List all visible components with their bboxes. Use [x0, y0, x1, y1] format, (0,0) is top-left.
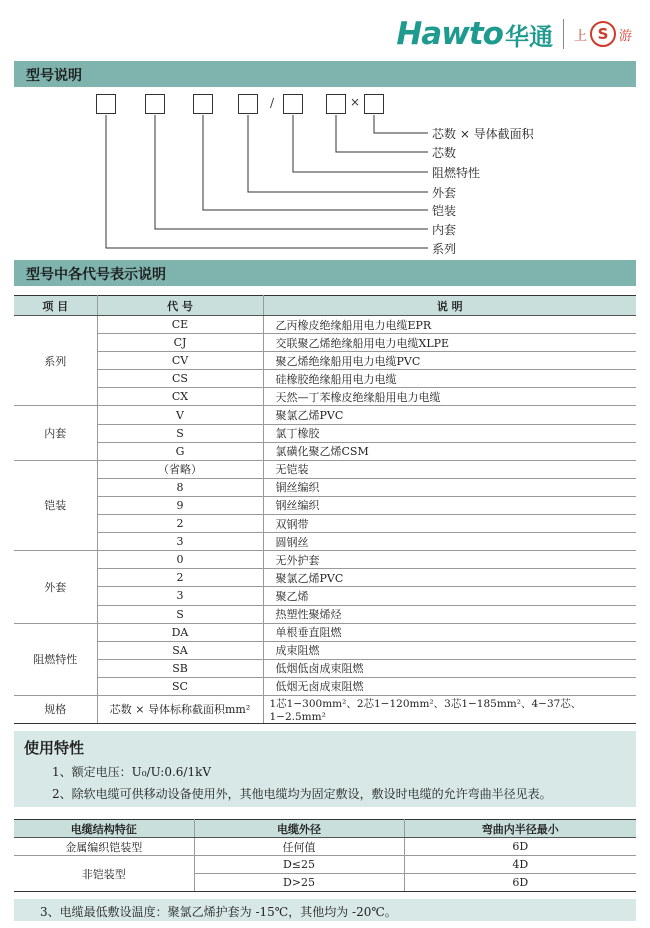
code-cell: CV — [97, 352, 263, 370]
code-cell: S — [97, 424, 263, 442]
group-label: 规格 — [14, 695, 97, 723]
desc-cell: 铜丝编织 — [263, 478, 636, 496]
desc-cell: 成束阻燃 — [263, 641, 636, 659]
desc-cell: 钢丝编织 — [263, 496, 636, 514]
table-row — [14, 496, 636, 514]
desc-cell: 无外护套 — [263, 551, 636, 569]
table-row — [14, 478, 636, 496]
code-box-outer-sheath — [238, 94, 258, 114]
diameter-cell: D≤25 — [194, 856, 404, 874]
diameter-cell: D>25 — [194, 874, 404, 892]
label-inner: 内套 — [432, 223, 457, 237]
table-row — [14, 334, 636, 352]
brand-logo — [396, 14, 632, 54]
table-row — [14, 406, 636, 424]
table-row — [14, 677, 636, 695]
sub-brand-left: 上 — [573, 28, 587, 44]
slash-symbol: / — [270, 96, 275, 110]
section-title: 型号说明 — [26, 68, 82, 84]
table-row — [14, 424, 636, 442]
code-cell: 3 — [97, 587, 263, 605]
code-cell: 芯数 × 导体标称截面积mm² — [97, 695, 263, 723]
model-diagram — [0, 88, 650, 258]
section-header-model — [14, 61, 636, 87]
table-row — [14, 856, 636, 874]
radius-cell: 4D — [404, 856, 636, 874]
col-header-diameter: 电缆外径 — [194, 820, 404, 838]
label-cores: 芯数 — [432, 146, 457, 160]
col-header-code: 代 号 — [97, 296, 263, 316]
desc-cell: 聚乙烯 — [263, 587, 636, 605]
code-cell: CJ — [97, 334, 263, 352]
code-cell: 9 — [97, 496, 263, 514]
structure-cell: 金属编织铠装型 — [14, 838, 194, 856]
code-box-flame — [283, 94, 303, 114]
table-row — [14, 641, 636, 659]
group-label: 外套 — [14, 551, 97, 623]
desc-cell: 氯丁橡胶 — [263, 424, 636, 442]
label-cores-section: 芯数 × 导体截面积 — [432, 127, 534, 141]
table-row — [14, 370, 636, 388]
desc-cell: 氯磺化聚乙烯CSM — [263, 442, 636, 460]
usage-line-install: 2、除软电缆可供移动设备使用外，其他电缆均为固定敷设，敷设时电缆的允许弯曲半径见表。 — [52, 787, 552, 801]
table-header-row — [14, 296, 636, 316]
table-row — [14, 352, 636, 370]
table-row-spec — [14, 695, 636, 723]
table-row — [14, 460, 636, 478]
table-row — [14, 442, 636, 460]
table-row — [14, 587, 636, 605]
code-cell: CE — [97, 316, 263, 334]
label-flame: 阻燃特性 — [432, 166, 481, 180]
structure-cell: 非铠装型 — [14, 856, 194, 892]
code-cell: DA — [97, 623, 263, 641]
col-header-radius: 弯曲内半径最小 — [404, 820, 636, 838]
section-header-codes — [14, 260, 636, 286]
diameter-cell: 任何值 — [194, 838, 404, 856]
code-cell: G — [97, 442, 263, 460]
desc-cell: 聚氯乙烯PVC — [263, 406, 636, 424]
desc-cell: 低烟无卤成束阻燃 — [263, 677, 636, 695]
table-row — [14, 388, 636, 406]
group-label: 铠装 — [14, 460, 97, 550]
code-cell: CX — [97, 388, 263, 406]
brand-name-en: Hawto — [396, 16, 503, 52]
table-row — [14, 316, 636, 334]
group-label: 内套 — [14, 406, 97, 460]
desc-cell: 热塑性聚烯烃 — [263, 605, 636, 623]
brand-name-cn: 华通 — [504, 22, 553, 51]
group-label: 阻燃特性 — [14, 623, 97, 695]
desc-cell: 硅橡胶绝缘船用电力电缆 — [263, 370, 636, 388]
sub-brand-right: 游 — [618, 28, 632, 44]
group-label: 系列 — [14, 316, 97, 406]
code-box-series — [96, 94, 116, 114]
col-header-structure: 电缆结构特征 — [14, 820, 194, 838]
footer-line-temperature: 3、电缆最低敷设温度：聚氯乙烯护套为 -15℃，其他均为 -20℃。 — [40, 905, 397, 919]
table-row — [14, 551, 636, 569]
col-header-desc: 说 明 — [263, 296, 636, 316]
desc-cell: 无铠装 — [263, 460, 636, 478]
desc-cell: 交联聚乙烯绝缘船用电力电缆XLPE — [263, 334, 636, 352]
code-table — [14, 295, 636, 724]
code-cell: 2 — [97, 569, 263, 587]
code-cell: SA — [97, 641, 263, 659]
radius-cell: 6D — [404, 874, 636, 892]
col-header-item: 项 目 — [14, 296, 97, 316]
sub-brand-mark-icon: S — [590, 21, 616, 47]
desc-cell: 乙丙橡皮绝缘船用电力电缆EPR — [263, 316, 636, 334]
desc-cell: 1芯1−300mm²、2芯1−120mm²、3芯1−185mm²、4−37芯、1−2.5mm² — [263, 695, 636, 723]
code-cell: SB — [97, 659, 263, 677]
code-cell: 8 — [97, 478, 263, 496]
code-box-armour — [193, 94, 213, 114]
usage-panel — [14, 731, 636, 807]
bend-radius-table — [14, 819, 636, 892]
label-outer: 外套 — [432, 186, 457, 200]
table-row — [14, 605, 636, 623]
sub-brand — [574, 21, 632, 47]
code-cell: SC — [97, 677, 263, 695]
table-row — [14, 838, 636, 856]
desc-cell: 圆钢丝 — [263, 533, 636, 551]
radius-cell: 6D — [404, 838, 636, 856]
label-series: 系列 — [432, 242, 457, 256]
code-cell: V — [97, 406, 263, 424]
code-cell: 0 — [97, 551, 263, 569]
desc-cell: 天然—丁苯橡皮绝缘船用电力电缆 — [263, 388, 636, 406]
desc-cell: 双钢带 — [263, 515, 636, 533]
code-box-cores — [326, 94, 346, 114]
code-cell: 3 — [97, 533, 263, 551]
usage-line-voltage: 1、额定电压：U₀/U:0.6/1kV — [52, 765, 212, 779]
times-symbol: × — [350, 95, 361, 109]
table-row — [14, 533, 636, 551]
usage-title: 使用特性 — [24, 739, 85, 757]
brand-separator — [563, 19, 564, 49]
footer-note — [14, 899, 636, 921]
code-cell: （省略） — [97, 460, 263, 478]
code-cell: S — [97, 605, 263, 623]
table-row — [14, 569, 636, 587]
code-box-cross-section — [364, 94, 384, 114]
table-header-row — [14, 820, 636, 838]
table-row — [14, 515, 636, 533]
code-cell: CS — [97, 370, 263, 388]
label-armour: 铠装 — [432, 204, 457, 218]
desc-cell: 单根垂直阻燃 — [263, 623, 636, 641]
desc-cell: 聚乙烯绝缘船用电力电缆PVC — [263, 352, 636, 370]
section-title: 型号中各代号表示说明 — [26, 267, 166, 283]
code-cell: 2 — [97, 515, 263, 533]
desc-cell: 低烟低卤成束阻燃 — [263, 659, 636, 677]
code-box-inner-sheath — [145, 94, 165, 114]
table-row — [14, 623, 636, 641]
table-row — [14, 659, 636, 677]
desc-cell: 聚氯乙烯PVC — [263, 569, 636, 587]
